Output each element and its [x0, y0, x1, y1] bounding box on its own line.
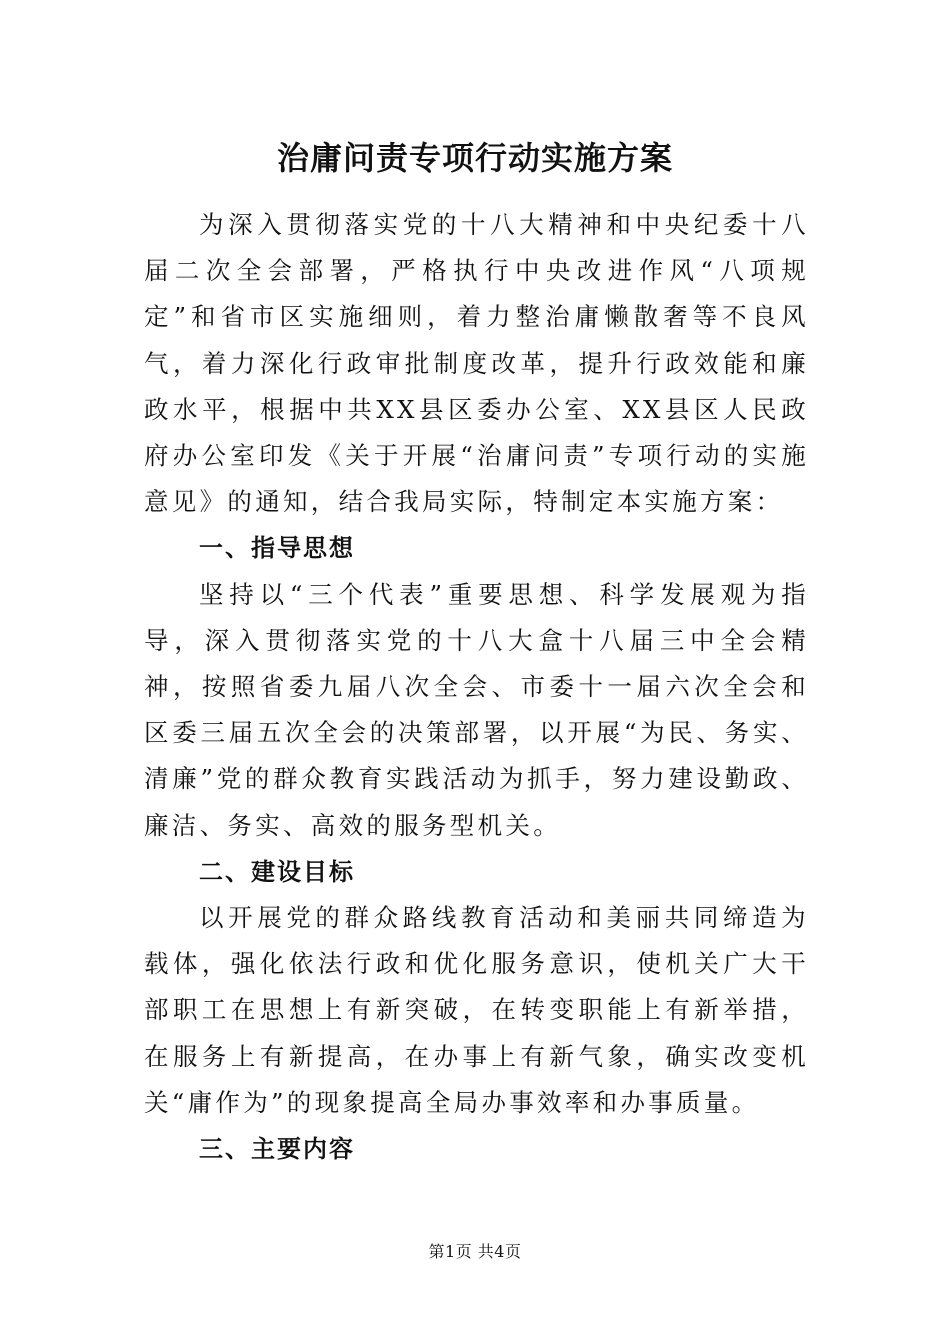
section-heading-goals: 二、建设目标	[199, 857, 355, 886]
intro-paragraph: 为深入贯彻落实党的十八大精神和中央纪委十八届二次全会部署，严格执行中央改进作风“八项规定”和省市区实施细则，着力整治庸懒散奢等不良风气，着力深化行政审批制度改革，提升行政效能和廉政水平，根据中共XX县区委办公室、XX县区人民政府办公室印发《关于开展“治庸问责”专项行动的实施意见》的通知，结合我局实际，特制定本实施方案：	[144, 210, 809, 517]
section-heading-guiding-ideology: 一、指导思想	[199, 534, 355, 563]
section-paragraph-guiding-ideology: 坚持以“三个代表”重要思想、科学发展观为指导，深入贯彻落实党的十八大盒十八届三中全会精神，按照省委九届八次全会、市委十一届六次全会和区委三届五次全会的决策部署，以开展“为民、务实、清廉”党的群众教育实践活动为抓手，努力建设勤政、廉洁、务实、高效的服务型机关。	[144, 579, 809, 840]
page-number-footer: 第1页 共4页	[428, 1242, 522, 1261]
document-title: 治庸问责专项行动实施方案	[276, 139, 673, 177]
section-paragraph-goals: 以开展党的群众路线教育活动和美丽共同缔造为载体，强化依法行政和优化服务意识，使机关广大干部职工在思想上有新突破，在转变职能上有新举措，在服务上有新提高，在办事上有新气象，确实改变机关“庸作为”的现象提高全局办事效率和办事质量。	[144, 903, 809, 1117]
section-heading-main-content: 三、主要内容	[199, 1135, 355, 1164]
document-body	[144, 202, 809, 1172]
